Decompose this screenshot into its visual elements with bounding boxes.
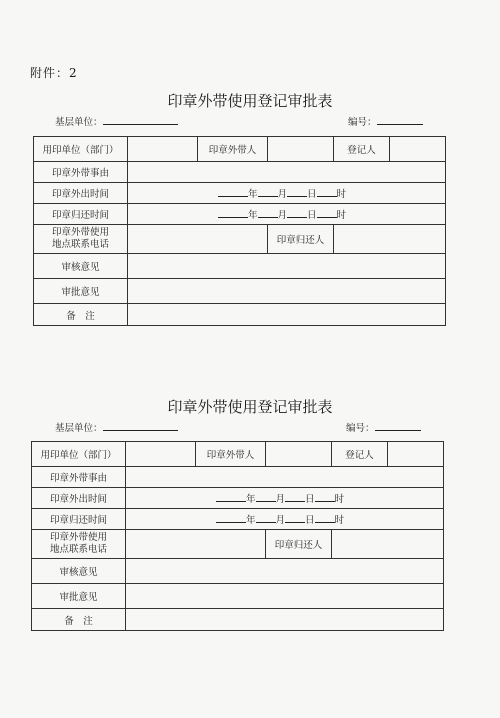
form-title: 印章外带使用登记审批表 <box>167 398 333 416</box>
number-blank[interactable] <box>375 421 421 431</box>
year-unit: 年 <box>248 210 258 221</box>
day-unit: 日 <box>307 210 317 221</box>
return-time-label: 印章归还时间 <box>34 204 128 225</box>
place-phone-label: 印章外带使用 地点联系电话 <box>32 530 126 559</box>
review-label: 审核意见 <box>34 254 128 279</box>
review-value[interactable] <box>128 254 446 279</box>
carrier-label: 印章外带人 <box>198 137 268 162</box>
dept-value[interactable] <box>128 137 198 162</box>
registrar-value[interactable] <box>388 442 444 467</box>
carrier-label: 印章外带人 <box>196 442 266 467</box>
place-phone-label: 印章外带使用 地点联系电话 <box>34 225 128 254</box>
dept-label: 用印单位（部门） <box>34 137 128 162</box>
registrar-label: 登记人 <box>334 137 390 162</box>
remark-label: 备 注 <box>32 609 126 631</box>
day-unit: 日 <box>307 189 317 200</box>
returner-value[interactable] <box>332 530 444 559</box>
unit-blank[interactable] <box>103 115 178 125</box>
unit-field <box>55 420 178 434</box>
hour-unit: 时 <box>336 189 347 200</box>
returner-value[interactable] <box>334 225 446 254</box>
unit-field <box>55 114 178 128</box>
carrier-value[interactable] <box>266 442 332 467</box>
place-phone-value[interactable] <box>128 225 268 254</box>
unit-label: 基层单位： <box>55 117 103 128</box>
unit-label: 基层单位： <box>55 423 103 434</box>
month-unit: 月 <box>277 210 288 221</box>
return-time-value[interactable] <box>126 509 444 530</box>
carrier-value[interactable] <box>268 137 334 162</box>
attachment-label: 附件：2 <box>30 66 78 80</box>
month-unit: 月 <box>275 494 286 505</box>
returner-label: 印章归还人 <box>268 225 334 254</box>
returner-label: 印章归还人 <box>266 530 332 559</box>
day-unit: 日 <box>305 494 315 505</box>
year-unit: 年 <box>246 494 256 505</box>
day-unit: 日 <box>305 515 315 526</box>
number-label: 编号： <box>346 423 375 434</box>
year-unit: 年 <box>246 515 256 526</box>
hour-unit: 时 <box>336 210 347 221</box>
hour-unit: 时 <box>334 515 345 526</box>
hour-unit: 时 <box>334 494 345 505</box>
out-time-label: 印章外出时间 <box>34 183 128 204</box>
form-title: 印章外带使用登记审批表 <box>167 92 333 110</box>
approve-label: 审批意见 <box>32 584 126 609</box>
dept-value[interactable] <box>126 442 196 467</box>
month-unit: 月 <box>277 189 288 200</box>
out-time-label: 印章外出时间 <box>32 488 126 509</box>
place-phone-value[interactable] <box>126 530 266 559</box>
approve-value[interactable] <box>126 584 444 609</box>
dept-label: 用印单位（部门） <box>32 442 126 467</box>
return-time-value[interactable] <box>128 204 446 225</box>
number-field <box>348 114 423 128</box>
registrar-value[interactable] <box>390 137 446 162</box>
return-time-label: 印章归还时间 <box>32 509 126 530</box>
registrar-label: 登记人 <box>332 442 388 467</box>
remark-label: 备 注 <box>34 304 128 326</box>
remark-value[interactable] <box>128 304 446 326</box>
approve-label: 审批意见 <box>34 279 128 304</box>
number-field <box>346 420 421 434</box>
month-unit: 月 <box>275 515 286 526</box>
reason-label: 印章外带事由 <box>34 162 128 183</box>
out-time-value[interactable] <box>126 488 444 509</box>
reason-label: 印章外带事由 <box>32 467 126 488</box>
review-value[interactable] <box>126 559 444 584</box>
reason-value[interactable] <box>128 162 446 183</box>
approval-table <box>33 136 446 326</box>
review-label: 审核意见 <box>32 559 126 584</box>
remark-value[interactable] <box>126 609 444 631</box>
year-unit: 年 <box>248 189 258 200</box>
unit-blank[interactable] <box>103 421 178 431</box>
approval-table <box>31 441 444 631</box>
number-blank[interactable] <box>377 115 423 125</box>
approve-value[interactable] <box>128 279 446 304</box>
number-label: 编号： <box>348 117 377 128</box>
reason-value[interactable] <box>126 467 444 488</box>
out-time-value[interactable] <box>128 183 446 204</box>
